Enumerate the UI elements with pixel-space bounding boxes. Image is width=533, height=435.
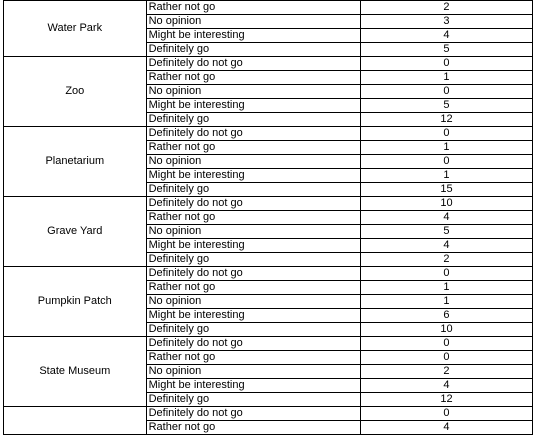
- response-cell: Rather not go: [146, 141, 360, 155]
- count-cell: 1: [360, 295, 532, 309]
- response-cell: No opinion: [146, 155, 360, 169]
- table-row: [4, 197, 533, 211]
- response-cell: Definitely go: [146, 323, 360, 337]
- table-row: [4, 1, 533, 15]
- count-cell: 0: [360, 351, 532, 365]
- place-name-cell: Pumpkin Patch: [4, 267, 147, 337]
- count-cell: 2: [360, 365, 532, 379]
- count-cell: 15: [360, 183, 532, 197]
- survey-table: [3, 0, 533, 435]
- count-cell: 4: [360, 239, 532, 253]
- place-name-cell: Grave Yard: [4, 197, 147, 267]
- table-row: [4, 407, 533, 421]
- response-cell: Might be interesting: [146, 99, 360, 113]
- response-cell: No opinion: [146, 365, 360, 379]
- count-cell: 0: [360, 267, 532, 281]
- table-row: [4, 127, 533, 141]
- count-cell: 4: [360, 211, 532, 225]
- count-cell: 0: [360, 127, 532, 141]
- response-cell: Definitely do not go: [146, 337, 360, 351]
- count-cell: 4: [360, 421, 532, 435]
- place-name-cell: Zoo: [4, 57, 147, 127]
- response-cell: No opinion: [146, 295, 360, 309]
- count-cell: 3: [360, 15, 532, 29]
- table-row: [4, 337, 533, 351]
- response-cell: Definitely go: [146, 113, 360, 127]
- survey-table-body: [4, 0, 533, 435]
- count-cell: 1: [360, 169, 532, 183]
- response-cell: Definitely do not go: [146, 267, 360, 281]
- place-name-cell: Planetarium: [4, 127, 147, 197]
- count-cell: 0: [360, 337, 532, 351]
- count-cell: 5: [360, 225, 532, 239]
- response-cell: Rather not go: [146, 351, 360, 365]
- count-cell: 2: [360, 1, 532, 15]
- count-cell: 4: [360, 379, 532, 393]
- response-cell: Rather not go: [146, 421, 360, 435]
- response-cell: Definitely do not go: [146, 197, 360, 211]
- response-cell: No opinion: [146, 225, 360, 239]
- response-cell: No opinion: [146, 15, 360, 29]
- response-cell: Rather not go: [146, 1, 360, 15]
- table-row: [4, 57, 533, 71]
- count-cell: 6: [360, 309, 532, 323]
- place-name-cell: State Museum: [4, 337, 147, 407]
- count-cell: 1: [360, 281, 532, 295]
- count-cell: 12: [360, 113, 532, 127]
- response-cell: Might be interesting: [146, 29, 360, 43]
- count-cell: 10: [360, 323, 532, 337]
- place-name-cell: Water Park: [4, 1, 147, 57]
- count-cell: 2: [360, 253, 532, 267]
- response-cell: Definitely do not go: [146, 57, 360, 71]
- response-cell: Definitely go: [146, 183, 360, 197]
- count-cell: 0: [360, 155, 532, 169]
- response-cell: Rather not go: [146, 211, 360, 225]
- response-cell: Rather not go: [146, 71, 360, 85]
- response-cell: Might be interesting: [146, 239, 360, 253]
- response-cell: Might be interesting: [146, 379, 360, 393]
- count-cell: 0: [360, 57, 532, 71]
- response-cell: Might be interesting: [146, 169, 360, 183]
- count-cell: 4: [360, 29, 532, 43]
- place-name-cell: [4, 407, 147, 435]
- response-cell: Rather not go: [146, 281, 360, 295]
- response-cell: Definitely go: [146, 253, 360, 267]
- response-cell: Definitely go: [146, 393, 360, 407]
- response-cell: Definitely do not go: [146, 127, 360, 141]
- response-cell: Might be interesting: [146, 309, 360, 323]
- count-cell: 1: [360, 141, 532, 155]
- count-cell: 1: [360, 71, 532, 85]
- count-cell: 5: [360, 43, 532, 57]
- count-cell: 5: [360, 99, 532, 113]
- response-cell: No opinion: [146, 85, 360, 99]
- count-cell: 0: [360, 407, 532, 421]
- response-cell: Definitely do not go: [146, 407, 360, 421]
- table-row: [4, 267, 533, 281]
- count-cell: 0: [360, 85, 532, 99]
- count-cell: 12: [360, 393, 532, 407]
- response-cell: Definitely go: [146, 43, 360, 57]
- count-cell: 10: [360, 197, 532, 211]
